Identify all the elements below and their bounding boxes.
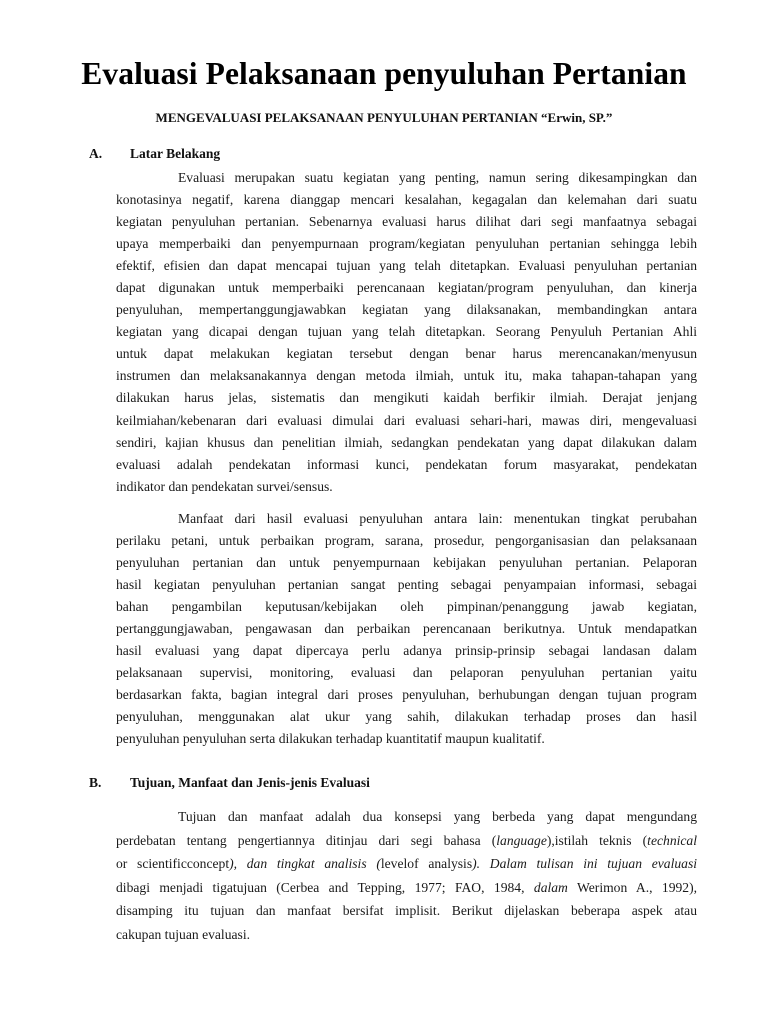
text-line: penyuluhan, mempertanggungjawabkan kegiatan yang dilaksanakan, membandingkan antara xyxy=(116,302,697,318)
text-line: penyuluhan, menggunakan alat ukur yang sahih, dilakukan terhadap proses dan hasil xyxy=(116,709,697,725)
paragraph-tujuan xyxy=(116,805,697,946)
document-subtitle: MENGEVALUASI PELAKSANAAN PENYULUHAN PERTANIAN “Erwin, SP.” xyxy=(155,110,613,125)
section-title: Tujuan, Manfaat dan Jenis-jenis Evaluasi xyxy=(130,775,370,790)
section-heading-b xyxy=(89,775,370,791)
text-line: dilakukan harus jelas, sistematis dan mengikuti kaidah berfikir ilmiah. Derajat jenjang xyxy=(116,390,697,406)
text-line: Evaluasi merupakan suatu kegiatan yang penting, namun sering dikesampingkan dan xyxy=(178,170,697,185)
text-line: cakupan tujuan evaluasi. xyxy=(116,926,250,942)
text-line: evaluasi adalah pendekatan informasi kunci, pendekatan forum masyarakat, pendekatan xyxy=(116,456,697,472)
text-line: Tujuan dan manfaat adalah dua konsepsi yang berbeda yang dapat mengundang xyxy=(178,809,697,824)
section-title: Latar Belakang xyxy=(130,146,221,161)
section-number: B. xyxy=(89,775,102,790)
text-line: or scientificconcept), dan tingkat analisis (levelof analysis). Dalam tulisan ini tujuan evaluasi xyxy=(116,856,698,871)
text-line: hasil evaluasi yang dapat dipercaya perlu adanya prinsip-prinsip sebagai landasan dalam xyxy=(116,643,697,659)
text-line: keilmiahan/kebenaran dari evaluasi dimulai dari evaluasi sehari-hari, mawas diri, mengevaluasi xyxy=(116,412,697,428)
text-line: bahan pengambilan keputusan/kebijakan oleh pimpinan/penanggung jawab kegiatan, xyxy=(116,599,697,615)
document-title: Evaluasi Pelaksanaan penyuluhan Pertanian xyxy=(81,56,687,91)
text-line: sendiri, kajian khusus dan penelitian ilmiah, sedangkan pendekatan yang dapat dilakukan dalam xyxy=(116,434,697,450)
text-line: berdasarkan fakta, bagian integral dari proses penyuluhan, berhubungan dengan tujuan program xyxy=(116,687,697,703)
text-line: Manfaat dari hasil evaluasi penyuluhan antara lain: menentukan tingkat perubahan xyxy=(178,511,697,526)
text-line: perdebatan tentang pengertiannya ditinjau dari segi bahasa (language),istilah teknis (technical xyxy=(116,832,697,848)
text-line: perilaku petani, untuk perbaikan program, sarana, prosedur, pengorganisasian dan pelaksanaan xyxy=(116,533,697,549)
text-line: hasil kegiatan penyuluhan pertanian sangat penting sebagai penyampaian informasi, sebagai xyxy=(116,577,697,593)
text-line: dibagi menjadi tigatujuan (Cerbea and Tepping, 1977; FAO, 1984, dalam Werimon A., 1992), xyxy=(116,879,698,895)
paragraph-latar-belakang-1 xyxy=(116,167,697,498)
text-line: untuk dapat melakukan kegiatan tersebut dengan benar harus merencanakan/menyusun xyxy=(116,346,697,362)
text-line: pelaksanaan supervisi, monitoring, evaluasi dan pelaporan penyuluhan pertanian yaitu xyxy=(116,665,697,681)
text-line: pertanggungjawaban, pengawasan dan perbaikan perencanaan berikutnya. Untuk mendapatkan xyxy=(116,621,697,637)
text-line: kegiatan yang dicapai dengan tujuan yang telah ditetapkan. Seorang Penyuluh Pertanian Ahli xyxy=(116,324,697,340)
text-line: kegiatan penyuluhan pertanian. Sebenarnya evaluasi harus dilihat dari segi manfaatnya sebagai xyxy=(116,214,697,230)
section-number: A. xyxy=(89,146,103,161)
section-heading-a xyxy=(89,146,220,162)
text-line: efektif, efisien dan dapat mencapai tujuan yang telah ditetapkan. Evaluasi penyuluhan pertanian xyxy=(116,258,697,274)
text-line: disamping itu tujuan dan manfaat bersifat implisit. Berikut dijelaskan beberapa aspek atau xyxy=(116,903,697,918)
text-line: dapat digunakan untuk memperbaiki perencanaan kegiatan/program penyuluhan, dan kinerja xyxy=(116,280,697,296)
text-line: instrumen dan melaksanakannya dengan metoda ilmiah, untuk itu, maka tahapan-tahapan yang xyxy=(116,368,697,384)
text-line: penyuluhan penyuluhan serta dilakukan terhadap kuantitatif maupun kualitatif. xyxy=(116,731,545,747)
paragraph-latar-belakang-2 xyxy=(116,508,697,751)
text-line: upaya memperbaiki dan penyempurnaan program/kegiatan penyuluhan pertanian sehingga lebih xyxy=(116,236,697,252)
text-line: penyuluhan pertanian dan untuk penyempurnaan kebijakan penyuluhan pertanian. Pelaporan xyxy=(116,555,697,571)
text-line: indikator dan pendekatan survei/sensus. xyxy=(116,478,333,494)
text-line: konotasinya negatif, karena dianggap mencari kesalahan, kegagalan dan kelemahan dari suatu xyxy=(116,192,697,208)
